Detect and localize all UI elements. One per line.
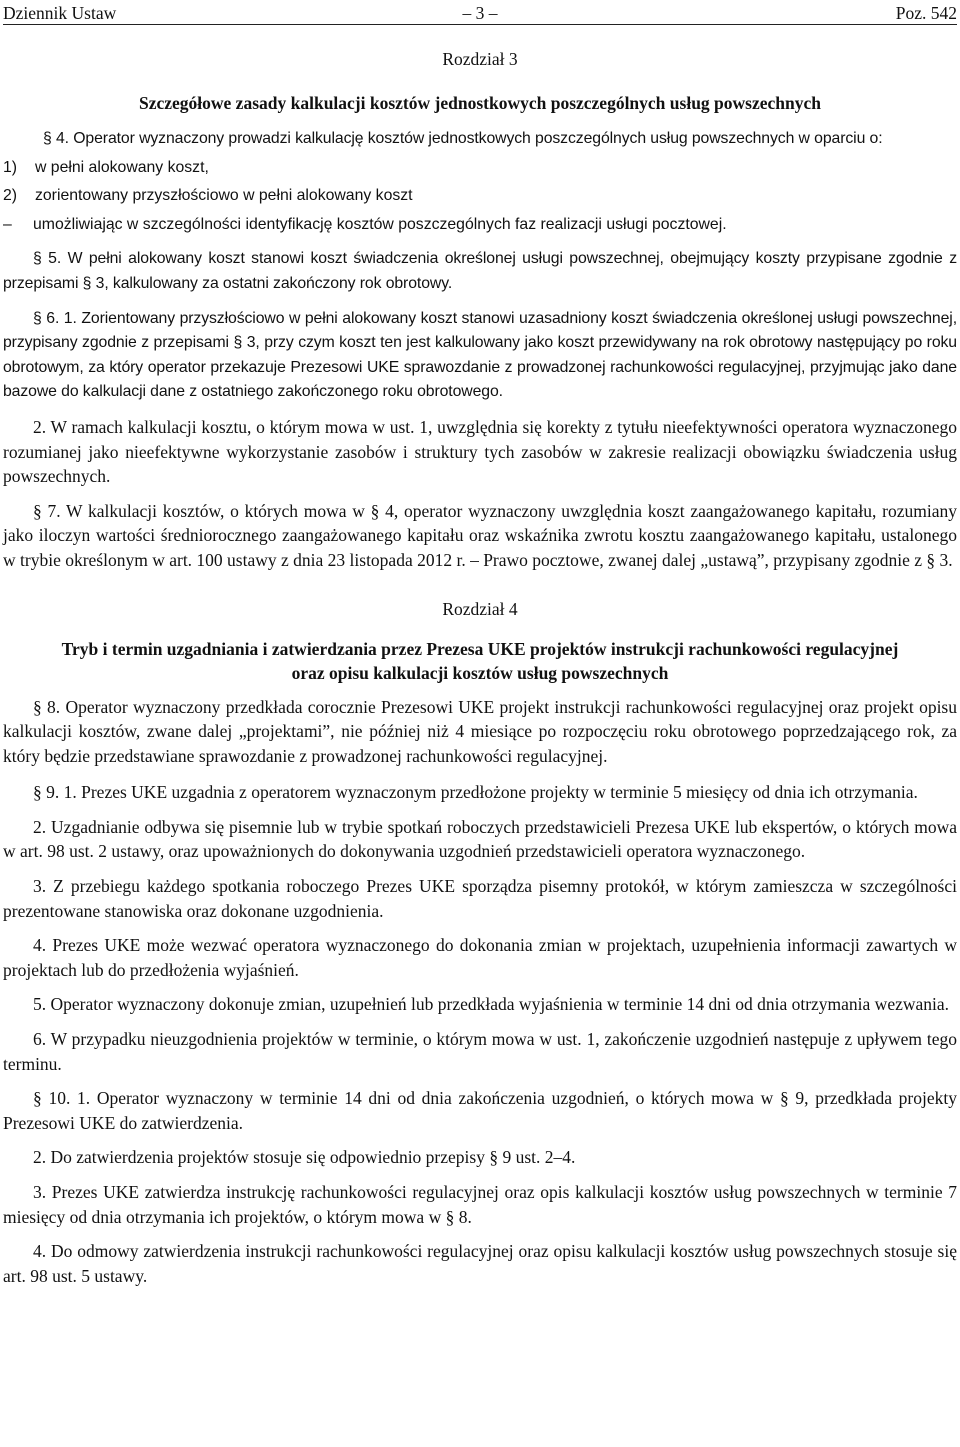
position-number: Poz. 542 — [895, 3, 957, 23]
chapter-4-title-line-1: Tryb i termin uzgadniania i zatwierdzania przez Prezesa UKE projektów instrukcji rachunkowości regulacyjnej — [61, 638, 899, 659]
section-7: § 7. W kalkulacji kosztów, o których mowa w § 4, operator wyznaczony uwzględnia koszt zaangażowanego kapitału, rozumiany jako iloczyn wartości średniorocznego zaangażowanego kapitału oraz wskaźnika zwrotu kosztu zaangażowanego kapitału, ustalonego w trybie określonym w art. 100 ustawy z dnia 23 listopada 2012 r. – Prawo pocztowe, zwanej dalej „ustawą”, przypisany zgodnie z § 3. — [3, 500, 957, 570]
item-number: 1) — [3, 158, 18, 176]
document-page — [3, 0, 957, 1447]
item-number: 2) — [3, 187, 18, 205]
chapter-4-label: Rozdział 4 — [442, 598, 518, 619]
section-10-paragraph-1: § 10. 1. Operator wyznaczony w terminie 14 dni od dnia zakończenia uzgodnień, o których mowa w § 9, przedkłada projekty Prezesowi UKE do zatwierdzenia. — [3, 1088, 957, 1133]
section-8: § 8. Operator wyznaczony przedkłada corocznie Prezesowi UKE projekt instrukcji rachunkowości regulacyjnej oraz projekt opisu kalkulacji kosztów, zwane dalej „projektami”, nie później niż 4 miesiące po rozpoczęciu roku obrotowego poprzedzającego rok, za który będzie przedstawiane sprawozdanie z prowadzonej rachunkowości regulacyjnej. — [3, 696, 957, 766]
section-6-paragraph-1: § 6. 1. Zorientowany przyszłościowo w pełni alokowany koszt stanowi uzasadniony koszt świadczenia określonej usługi powszechnej, przypisany zgodnie z przepisami § 3, przy czym koszt ten jest kalkulowany jako koszt przewidywany na rok obrotowy następujący po roku obrotowym, za który operator przekazuje Prezesowi UKE sprawozdanie z prowadzonej rachunkowości regulacyjnej, przyjmując jako dane bazowe do kalkulacji dane z ostatniego zakończonego roku obrotowego. — [3, 309, 957, 401]
section-4-item-1 — [3, 156, 957, 181]
section-9-paragraph-3: 3. Z przebiegu każdego spotkania roboczego Prezes UKE sporządza pisemny protokół, w którym zamieszcza w szczególności prezentowane stanowiska oraz dokonane uzgodnienia. — [3, 876, 957, 921]
chapter-3-label: Rozdział 3 — [442, 49, 518, 69]
journal-name: Dziennik Ustaw — [3, 3, 117, 23]
section-9-paragraph-1: § 9. 1. Prezes UKE uzgadnia z operatorem wyznaczonym przedłożone projekty w terminie 5 miesięcy od dnia ich otrzymania. — [33, 782, 918, 803]
page-number: – 3 – — [462, 3, 498, 23]
section-4-closing — [3, 213, 957, 238]
section-5: § 5. W pełni alokowany koszt stanowi koszt świadczenia określonej usługi powszechnej, obejmujący koszty przypisane zgodnie z przepisami § 3, kalkulowany za ostatni zakończony rok obrotowy. — [3, 250, 957, 292]
page-header — [3, 2, 957, 25]
section-9-paragraph-2: 2. Uzgadnianie odbywa się pisemnie lub w trybie spotkań roboczych przedstawicieli Prezesa UKE lub ekspertów, o których mowa w art. 98 ust. 2 ustawy, oraz upoważnionych do dokonywania uzgodnień przedstawicieli operatora wyznaczonego. — [3, 816, 957, 862]
section-4-intro: § 4. Operator wyznaczony prowadzi kalkulację kosztów jednostkowych poszczególnych usług powszechnych w oparciu o: — [43, 130, 883, 147]
section-4-item-2 — [3, 184, 957, 209]
section-9-paragraph-5: 5. Operator wyznaczony dokonuje zmian, uzupełnień lub przedkłada wyjaśnienia w terminie 14 dni od dnia otrzymania wezwania. — [33, 994, 950, 1015]
section-9-paragraph-6: 6. W przypadku nieuzgodnienia projektów w terminie, o którym mowa w ust. 1, zakończenie uzgodnień następuje z upływem tego terminu. — [3, 1029, 957, 1074]
section-10-paragraph-2: 2. Do zatwierdzenia projektów stosuje się odpowiednio przepisy § 9 ust. 2–4. — [33, 1147, 576, 1168]
section-6-paragraph-2: 2. W ramach kalkulacji kosztu, o którym mowa w ust. 1, uwzględnia się korekty z tytułu nieefektywności operatora wyznaczonego rozumianej jako nieefektywne wykorzystanie zasobów i struktury tych zasobów w zakresie realizacji obowiązku świadczenia usług powszechnych. — [3, 416, 957, 487]
section-10-paragraph-4: 4. Do odmowy zatwierdzenia instrukcji rachunkowości regulacyjnej oraz opisu kalkulacji kosztów usług powszechnych stosuje się art. 98 ust. 5 ustawy. — [3, 1241, 957, 1286]
item-text: zorientowany przyszłościowo w pełni alokowany koszt — [35, 187, 413, 205]
chapter-3-title: Szczegółowe zasady kalkulacji kosztów jednostkowych poszczególnych usług powszechnych — [138, 93, 822, 113]
closing-text: umożliwiając w szczególności identyfikację kosztów poszczególnych faz realizacji usługi pocztowej. — [33, 215, 727, 233]
item-text: w pełni alokowany koszt, — [35, 158, 209, 176]
chapter-4-title-line-2: oraz opisu kalkulacji kosztów usług powszechnych — [291, 662, 669, 683]
section-10-paragraph-3: 3. Prezes UKE zatwierdza instrukcję rachunkowości regulacyjnej oraz opis kalkulacji kosztów usług powszechnych w terminie 7 miesięcy od dnia otrzymania ich projektów, o którym mowa w § 8. — [3, 1182, 957, 1227]
section-9-paragraph-4: 4. Prezes UKE może wezwać operatora wyznaczonego do dokonania zmian w projektach, uzupełnienia informacji zawartych w projektach lub do przedłożenia wyjaśnień. — [3, 935, 957, 980]
dash-marker: – — [3, 215, 12, 233]
